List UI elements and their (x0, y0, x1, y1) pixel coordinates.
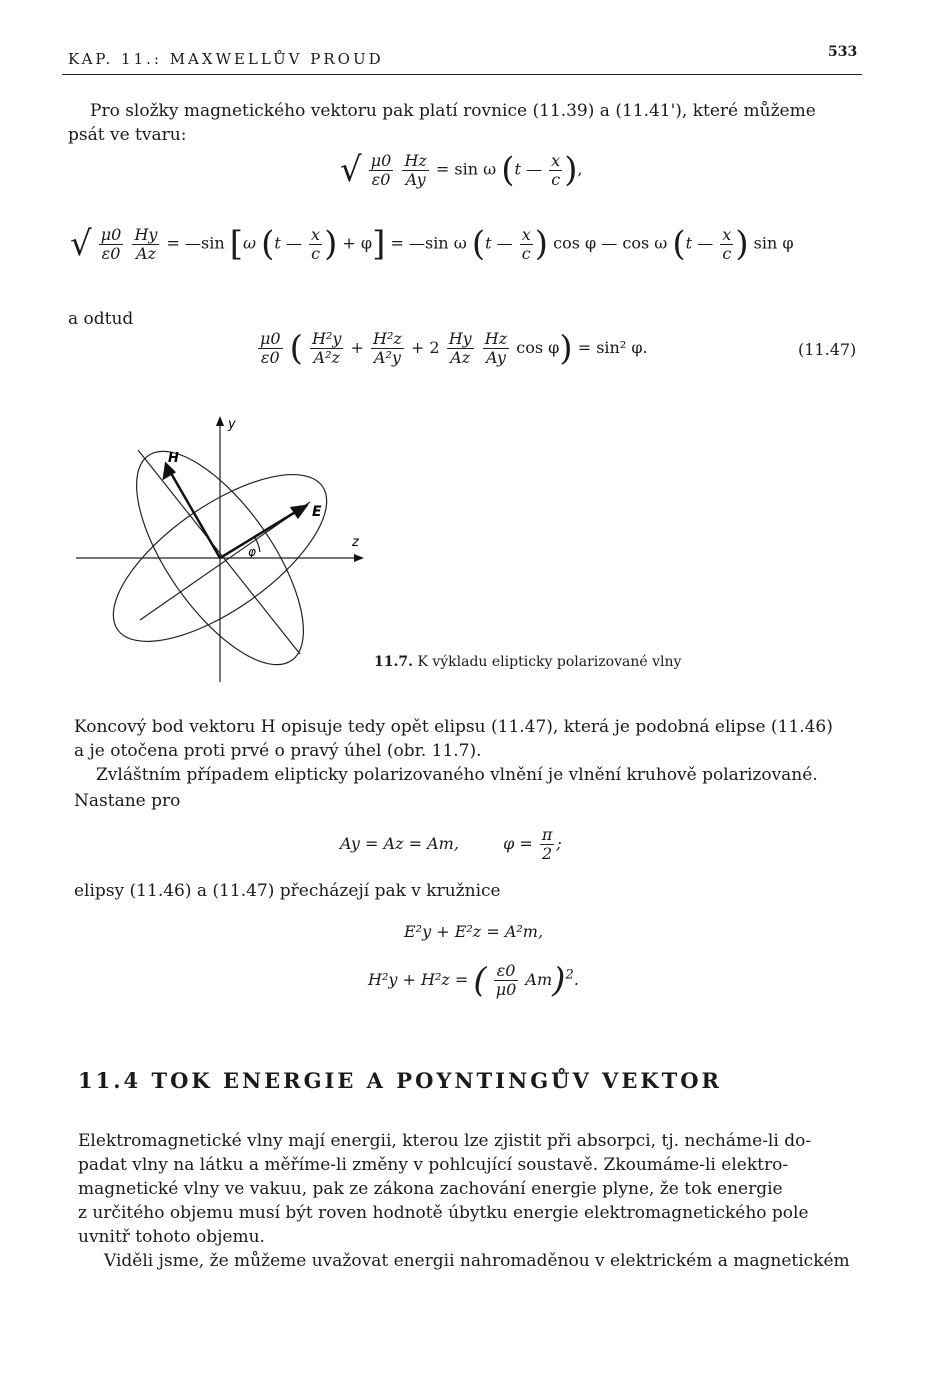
eq2-x-3: x (722, 224, 732, 244)
eq6-num: ε0 (494, 962, 519, 981)
eq6-den: μ0 (495, 980, 517, 999)
eq3-plus1: + (350, 338, 364, 357)
eq3-t3-num: Hy (448, 329, 472, 348)
eq3-t1-num: H²y (312, 329, 342, 348)
intro-line-2: psát ve tvaru: (68, 125, 187, 145)
z-arrowhead (354, 554, 364, 562)
eq3-plus2: + 2 (410, 338, 440, 357)
eq1-c: c (551, 169, 561, 189)
eq1-num-a: μ0 (370, 150, 392, 170)
eq4-den: 2 (542, 844, 553, 863)
eq2-x-2: x (521, 224, 531, 244)
eq2-part2: ω (243, 233, 257, 253)
eq2-part3: t — (274, 233, 302, 253)
eq2-part1: = —sin (166, 233, 225, 253)
eq3-t3-den: Az (450, 348, 471, 367)
intro-line-1: Pro složky magnetického vektoru pak platí rovnice (11.39) a (11.41'), které můžeme (90, 101, 816, 121)
eq2-c-1: c (311, 243, 321, 263)
eq2-c-2: c (521, 243, 531, 263)
eq3-t4-den: Ay (486, 348, 506, 367)
para4-line-2: padat vlny na látku a měříme-li změny v pohlcující soustavě. Zkoumáme-li elektro- (78, 1155, 789, 1175)
figure-ellipses (70, 410, 370, 690)
eq3-eps: ε0 (260, 348, 280, 367)
eq4-lhs: Ay = Az = Am, (340, 834, 459, 853)
para2-line-2: a je otočena proti prvé o pravý úhel (obr. 11.7). (74, 741, 482, 761)
equation-4 (340, 826, 562, 863)
eq2-part4: + φ (342, 233, 373, 253)
eq2-den-b: Az (135, 243, 156, 263)
eq2-part5: = —sin ω (390, 233, 467, 253)
eq2-part6: t — (485, 233, 513, 253)
figure-caption-number: 11.7. (374, 654, 413, 670)
equation-number: (11.47) (798, 340, 857, 359)
eq2-num-a: μ0 (100, 224, 122, 244)
eq1-tail: , (577, 159, 583, 179)
vector-e (220, 508, 302, 558)
eq3-t2-den: A²y (373, 348, 401, 367)
figure-caption-text: K výkladu elipticky polarizované vlny (417, 654, 682, 670)
eq2-part7: cos φ — cos ω (553, 233, 668, 253)
para4-line-1: Elektromagnetické vlny mají energii, kterou lze zjistit při absorpci, tj. necháme-li do- (78, 1131, 812, 1151)
eq4-phi: φ = (503, 834, 533, 853)
eq2-c-3: c (722, 243, 732, 263)
label-phi: φ (248, 545, 256, 559)
eq2-num-b: Hy (134, 224, 158, 244)
equation-2: √ $\frac{\mu 0}{\varepsilon 0}$ $\frac{Hy}{Az}$ = —sin [ω (t — $\frac{x}{c}$ ) + φ] = —sin ω (t — $\frac{x}{c}$ ) cos φ — cos ω (t — $\frac{x}{c}$ ) sin φ (70, 224, 794, 264)
eq3-t1-den: A²z (313, 348, 340, 367)
eq3-t2-num: H²z (373, 329, 402, 348)
eq2-den-a: ε0 (101, 243, 121, 263)
para4-line-3: magnetické vlny ve vakuu, pak ze zákona zachování energie plyne, že tok energie (78, 1179, 783, 1199)
label-h: H (168, 451, 179, 466)
label-e: E (312, 504, 322, 520)
para2-line-1: Koncový bod vektoru H opisuje tedy opět elipsu (11.47), která je podobná elipse (11.46) (74, 717, 833, 737)
chapter-header: KAP. 11.: MAXWELLŮV PROUD (68, 50, 384, 68)
eq3-mu: μ0 (260, 329, 281, 348)
sqrt-sign: √ (340, 150, 362, 190)
a-odtud-text: a odtud (68, 309, 134, 329)
equation-5: E²y + E²z = A²m, (404, 922, 544, 941)
equation-6: H²y + H²z = ( $\frac{\varepsilon 0}{\mu 0}$ Am)$^2$. (368, 960, 579, 1001)
eq1-rhs: = sin ω (435, 159, 497, 179)
eq6-am: Am (525, 970, 553, 989)
label-y: y (228, 417, 236, 432)
eq2-part8: t — (685, 233, 714, 253)
eq1-x: x (551, 150, 561, 170)
equation-1: √ $\frac{\mu 0}{\varepsilon 0}$ $\frac{Hz}{Ay}$ = sin ω (t — $\frac{x}{c}$ ), (340, 150, 583, 190)
eq1-den-a: ε0 (371, 169, 391, 189)
eq4-num: π (541, 825, 553, 844)
eq3-rhs: = sin² φ. (577, 338, 648, 357)
vector-e-arrowhead (292, 506, 306, 517)
y-arrowhead (216, 416, 224, 426)
eq3-t4-num: Hz (484, 329, 508, 348)
label-z: z (352, 535, 359, 550)
header-rule (62, 74, 862, 75)
para2-line-4: Nastane pro (74, 791, 181, 811)
eq2-x-1: x (311, 224, 321, 244)
vector-h (168, 468, 220, 558)
equation-3: $\frac{\mu 0}{\varepsilon 0}$ ( $\frac{\text{H²y}}{\text{A²z}}$ + $\frac{\text{H²z}}{\text{A²y}}$ + 2 $\frac{Hy}{Az}$ $\frac{Hz}{Ay}$ cos φ) = sin² φ. (260, 328, 648, 369)
major-axis-h-line (138, 450, 300, 654)
para4-line-4: z určitého objemu musí být roven hodnotě úbytku energie elektromagnetického pole (78, 1203, 809, 1223)
eq2-part9: sin φ (753, 233, 794, 253)
para2-line-3: Zvláštním případem elipticky polarizovaného vlnění je vlnění kruhově polarizované. (96, 765, 818, 785)
section-heading: 11.4 TOK ENERGIE A POYNTINGŮV VEKTOR (78, 1068, 722, 1093)
figure-caption (374, 654, 681, 670)
eq3-cos: cos φ (516, 338, 560, 357)
para3: elipsy (11.46) a (11.47) přecházejí pak v kružnice (74, 881, 501, 901)
page-number: 533 (828, 44, 858, 60)
para4-line-5: uvnitř tohoto objemu. (78, 1227, 265, 1247)
eq4-tail: ; (556, 834, 562, 853)
eq1-den-b: Ay (405, 169, 426, 189)
eq6-lhs: H²y + H²z = (368, 970, 469, 989)
eq1-inner: t — (514, 159, 543, 179)
para4-line-6: Viděli jsme, že můžeme uvažovat energii nahromaděnou v elektrickém a magnetickém (104, 1251, 850, 1271)
eq6-exp: 2 (565, 967, 574, 983)
eq1-num-b: Hz (404, 150, 427, 170)
